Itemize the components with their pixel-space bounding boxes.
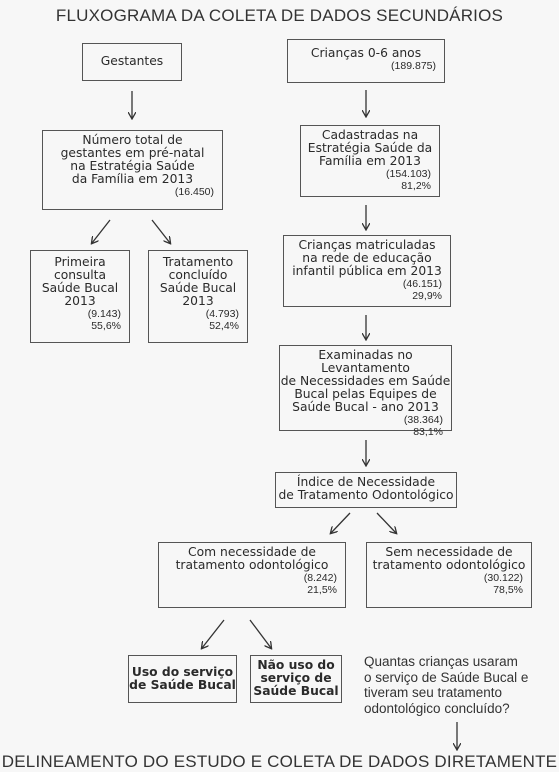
box-primeira-consulta-label: Primeira consulta Saúde Bucal 2013: [41, 255, 119, 308]
box-gestantes: [82, 43, 182, 81]
box-tratamento-concluido-count: (4.793): [205, 308, 239, 320]
box-criancas-count: (189.875): [391, 60, 436, 72]
box-sem-necessidade-count: (30.122): [483, 572, 523, 584]
box-sem-necessidade-percent: 78,5%: [493, 584, 523, 596]
box-examinadas-label: Examinadas no Levantamento de Necessidades em Saúde Bucal pelas Equipes de Saúde Bucal - ano 2013: [280, 348, 451, 414]
box-tratamento-concluido-label: Tratamento concluído Saúde Bucal 2013: [159, 255, 237, 308]
box-nao-uso-servico: [250, 655, 342, 703]
arrow-com-to-nao-uso: [250, 620, 271, 648]
box-matriculadas-label: Crianças matriculadas na rede de educação infantil pública em 2013: [292, 238, 442, 278]
box-matriculadas-percent: 29,9%: [412, 290, 442, 302]
box-com-necessidade-percent: 21,5%: [307, 584, 337, 596]
box-matriculadas: [283, 235, 451, 307]
box-primeira-consulta-percent: 55,6%: [91, 320, 121, 332]
box-gestantes-prenatal: [42, 130, 223, 210]
box-com-necessidade: [158, 542, 346, 608]
box-com-necessidade-count: (8.242): [303, 572, 337, 584]
box-tratamento-concluido-percent: 52,4%: [209, 320, 239, 332]
box-tratamento-concluido: [148, 250, 248, 343]
box-primeira-consulta: [30, 250, 130, 343]
box-nao-uso-servico-label: Não uso do serviço de Saúde Bucal: [253, 658, 339, 698]
box-cadastradas-count: (154.103): [386, 168, 431, 180]
bottom-title: DELINEAMENTO DO ESTUDO E COLETA DE DADOS DIRETAMENTE: [1, 752, 558, 771]
box-primeira-consulta-count: (9.143): [87, 308, 121, 320]
box-examinadas-count: (38.364): [403, 414, 443, 426]
arrow-prenatal-to-primeira: [92, 220, 110, 243]
box-com-necessidade-label: Com necessidade de tratamento odontológico: [175, 545, 329, 572]
box-indice: [275, 472, 457, 508]
question-text: Quantas crianças usaram o serviço de Saúde Bucal e tiveram seu tratamento odontológico concluído?: [364, 654, 529, 716]
box-uso-servico-label: Uso do serviço de Saúde Bucal: [129, 665, 236, 692]
box-cadastradas-label: Cadastradas na Estratégia Saúde da Família em 2013: [307, 128, 433, 168]
box-cadastradas-percent: 81,2%: [401, 180, 431, 192]
box-cadastradas: [300, 125, 440, 197]
box-examinadas-percent: 83,1%: [413, 426, 443, 438]
box-examinadas: [279, 345, 452, 438]
box-sem-necessidade: [366, 542, 532, 608]
box-matriculadas-count: (46.151): [402, 278, 442, 290]
box-uso-servico: [128, 655, 237, 703]
box-gestantes-prenatal-count: (16.450): [174, 186, 214, 198]
arrow-indice-to-sem: [377, 513, 396, 533]
box-gestantes-prenatal-label: Número total de gestantes em pré-natal na Estratégia Saúde da Família em 2013: [60, 133, 205, 186]
flowchart-title: FLUXOGRAMA DA COLETA DE DADOS SECUNDÁRIOS: [55, 6, 504, 25]
box-gestantes-label: Gestantes: [100, 54, 164, 68]
arrow-prenatal-to-tratamento: [152, 220, 170, 243]
arrow-indice-to-com: [331, 513, 350, 533]
arrow-com-to-uso: [202, 620, 224, 648]
box-criancas: [287, 39, 445, 83]
box-indice-label: Índice de Necessidade de Tratamento Odontológico: [278, 475, 454, 502]
box-criancas-label: Crianças 0-6 anos: [310, 46, 422, 60]
box-sem-necessidade-label: Sem necessidade de tratamento odontológico: [372, 545, 526, 572]
